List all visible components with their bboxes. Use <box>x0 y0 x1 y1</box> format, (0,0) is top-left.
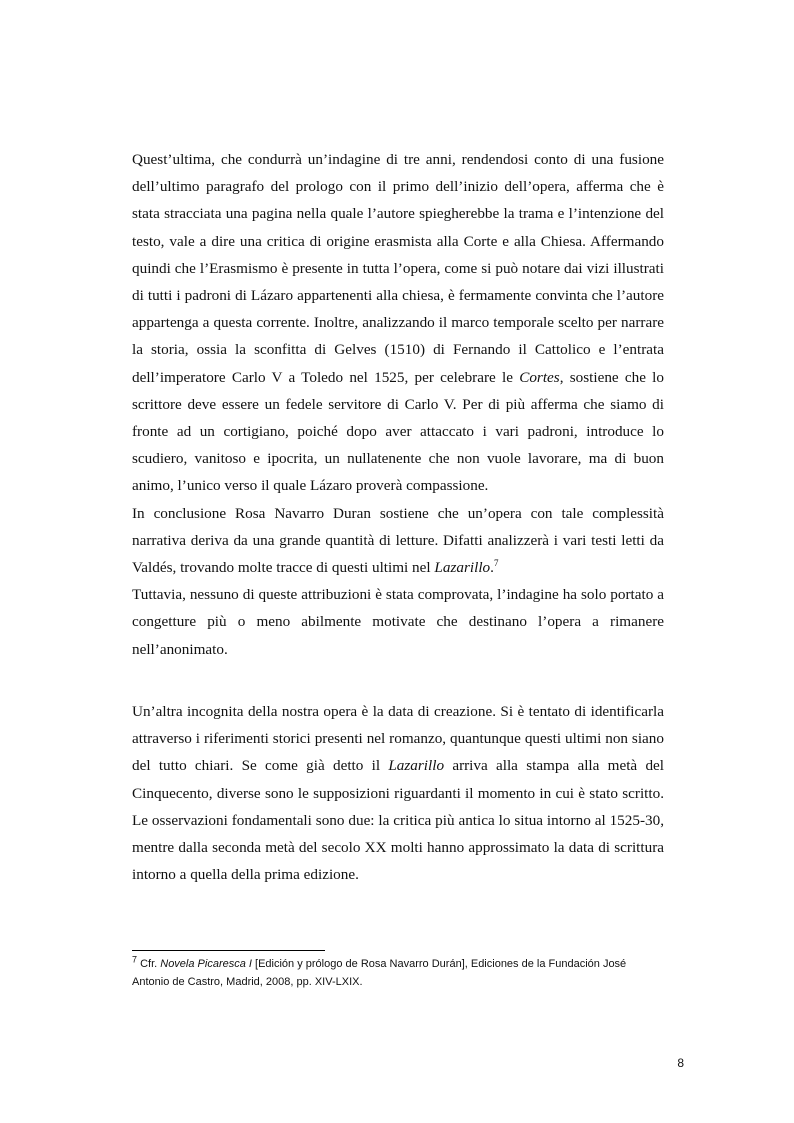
paragraph-creation-date: Un’altra incognita della nostra opera è la data di creazione. Si è tentato di identificarla attraverso i riferimenti storici presenti nel romanzo, quantunque questi ultimi non siano del tutto chiari. Se come già detto il Lazarillo arriva alla stampa alla metà del Cinquecento, diverse sono le supposizioni riguardanti il momento in cui è stato scritto. Le osservazioni fondamentali sono due: la critica più antica lo situa intorno al 1525-30, mentre dalla seconda metà del secolo XX molti hanno approssimato la data di scrittura intorno a quella della prima edizione. <box>132 703 664 884</box>
paragraph-attribution-analysis: Quest’ultima, che condurrà un’indagine di tre anni, rendendosi conto di una fusione dell’ultimo paragrafo del prologo con il primo dell’inizio dell’opera, afferma che è stata stracciata una pagina nella quale l’autore spiegherebbe la trama e l’intenzione del testo, vale a dire una critica di origine erasmista alla Corte e alla Chiesa. Affermando quindi che l’Erasmismo è presente in tutta l’opera, come si può notare dai vizi illustrati di tutti i padroni di Lázaro appartenenti alla chiesa, è fermamente convinta che l’autore appartenga a questa corrente. Inoltre, analizzando il marco temporale scelto per narrare la storia, ossia la sconfitta di Gelves (1510) di Fernando il Cattolico e l’entrata dell’imperatore Carlo V a Toledo nel 1525, per celebrare le Cortes, sostiene che lo scrittore deve essere un fedele servitore di Carlo V. Per di più afferma che siamo di fronte ad un cortigiano, poiché dopo aver attaccato i vari padroni, introduce lo scudiero, vanitoso e ipocrita, un nullatenente che non vuole lavorare, ma di buon animo, l’unico verso il quale Lázaro proverà compassione. <box>132 151 664 495</box>
paragraph-anonymity: Tuttavia, nessuno di queste attribuzioni è stata comprovata, l’indagine ha solo portato a congetture più o meno abilmente motivate che destinano l’opera a rimanere nell’anonimato. <box>132 586 664 658</box>
text-block-main <box>132 146 664 663</box>
footnote-number: 7 <box>132 954 138 965</box>
page-number: 8 <box>677 1056 684 1070</box>
footnote-reference[interactable]: 7 <box>493 557 499 568</box>
paragraph-conclusion: In conclusione Rosa Navarro Duran sostiene che un’opera con tale complessità narrativa deriva da una grande quantità di letture. Difatti analizzerà i vari testi letti da Valdés, trovando molte tracce di questi ultimi nel Lazarillo.$^7$ <box>132 504 664 577</box>
footnote-7: $^7$ Cfr. Novela Picaresca I [Edición y prólogo de Rosa Navarro Durán], Ediciones de la Fundación José Antonio de Castro, Madrid, 2008, pp. XIV-LXIX. <box>132 954 627 988</box>
text-block-dating <box>132 698 664 888</box>
footnote-separator <box>132 950 325 951</box>
